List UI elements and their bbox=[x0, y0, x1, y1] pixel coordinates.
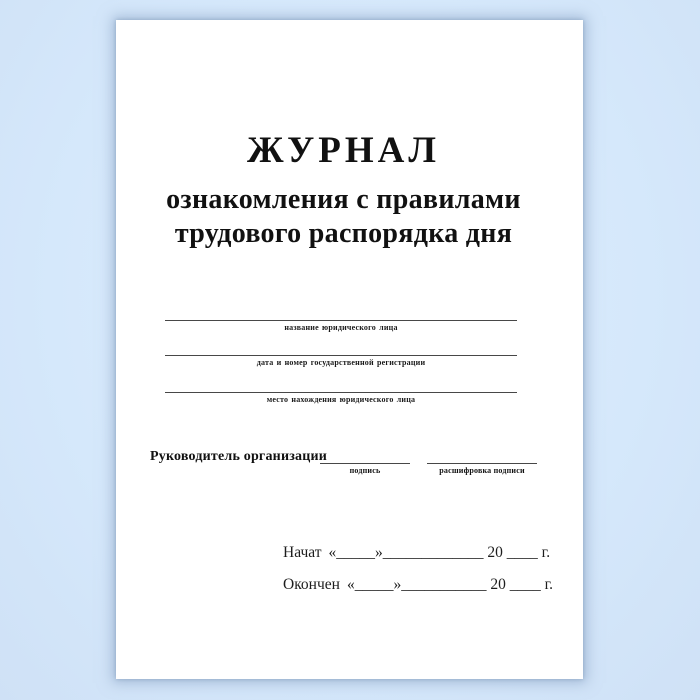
started-label: Начат bbox=[283, 544, 322, 561]
head-of-organization-label: Руководитель организации bbox=[150, 449, 328, 464]
signature-transcript-field bbox=[427, 449, 537, 475]
journal-subtitle-line-2: трудового распорядка дня bbox=[174, 218, 513, 249]
org-name-blank-line bbox=[165, 320, 517, 321]
address-field bbox=[165, 392, 517, 404]
registration-blank-line bbox=[165, 355, 517, 356]
signature-blank-line bbox=[320, 449, 410, 464]
signature-transcript-blank-line bbox=[427, 449, 537, 464]
registration-field bbox=[165, 355, 517, 367]
started-row bbox=[283, 537, 553, 569]
journal-cover-page bbox=[116, 20, 583, 679]
started-blank-value: «_____»_____________ 20 ____ г. bbox=[328, 544, 551, 561]
org-name-field bbox=[165, 320, 517, 332]
signature-transcript-caption: расшифровка подписи bbox=[439, 466, 525, 475]
signature-caption: подпись bbox=[349, 466, 381, 475]
journal-subtitle-line-1: ознакомления с правилами bbox=[166, 184, 521, 215]
registration-caption: дата и номер государственной регистрации bbox=[256, 358, 426, 367]
signature-field bbox=[320, 449, 410, 475]
journal-title: ЖУРНАЛ bbox=[247, 130, 440, 171]
address-blank-line bbox=[165, 392, 517, 393]
journal-subtitle bbox=[116, 183, 571, 251]
finished-blank-value: «_____»___________ 20 ____ г. bbox=[346, 576, 554, 593]
address-caption: место нахождения юридического лица bbox=[266, 395, 416, 404]
finished-label: Окончен bbox=[283, 576, 340, 593]
org-name-caption: название юридического лица bbox=[284, 323, 398, 332]
journal-dates bbox=[283, 537, 553, 601]
finished-row bbox=[283, 569, 553, 601]
